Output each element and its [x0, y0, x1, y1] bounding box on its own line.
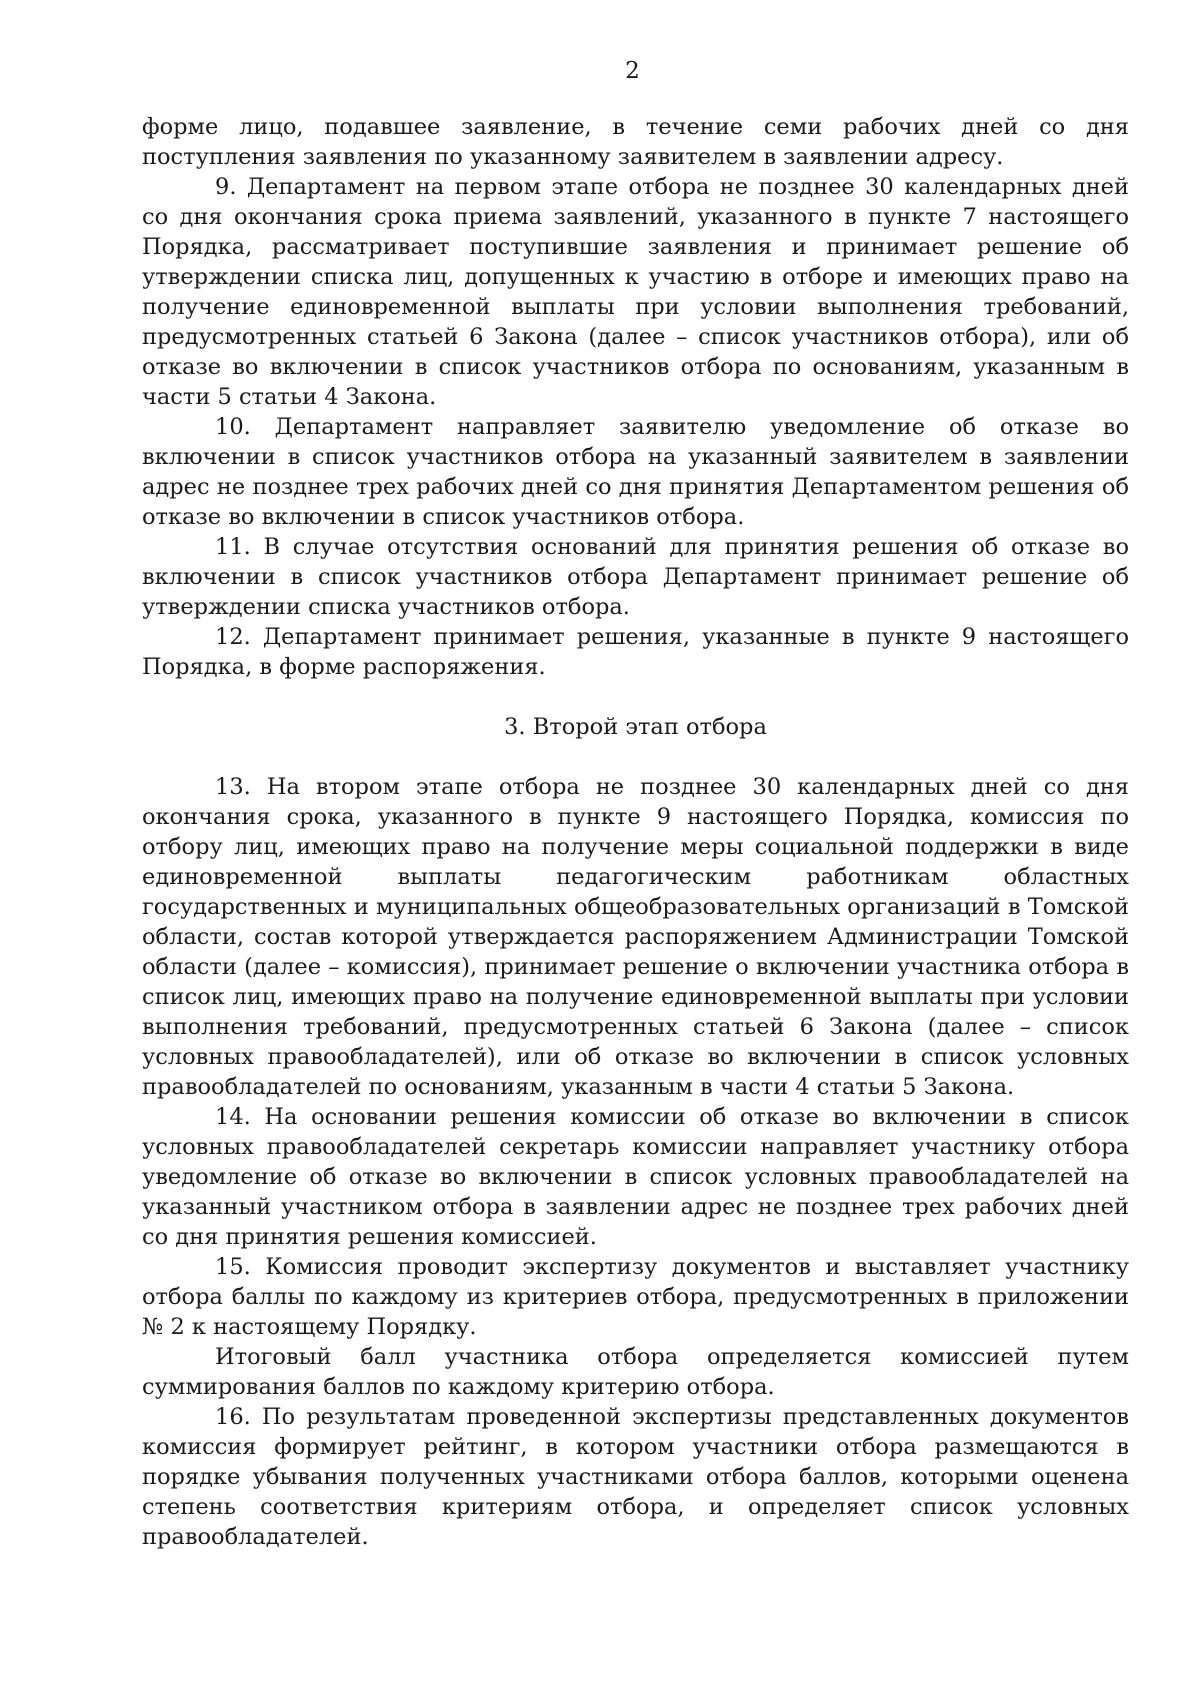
- paragraph-9: 9. Департамент на первом этапе отбора не позднее 30 календарных дней со дня окончания срока приема заявлений, указанного в пункте 7 настоящего Порядка, рассматривает поступившие заявления и принимает решение об утверждении списка лиц, допущенных к участию в отборе и имеющих право на получение единовременной выплаты при условии выполнения требований, предусмотренных статьей 6 Закона (далее – список участников отбора), или об отказе во включении в список участников отбора по основаниям, указанным в части 5 статьи 4 Закона.: [142, 174, 1129, 410]
- document-body: [142, 112, 1129, 1552]
- paragraph-15: 15. Комиссия проводит экспертизу документов и выставляет участнику отбора баллы по каждому из критериев отбора, предусмотренных в приложении № 2 к настоящему Порядку.: [142, 1254, 1129, 1340]
- paragraph-12: 12. Департамент принимает решения, указанные в пункте 9 настоящего Порядка, в форме распоряжения.: [142, 624, 1129, 680]
- paragraph-14: 14. На основании решения комиссии об отказе во включении в список условных правообладателей секретарь комиссии направляет участнику отбора уведомление об отказе во включении в список условных правообладателей на указанный участником отбора в заявлении адрес не позднее трех рабочих дней со дня принятия решения комиссией.: [142, 1104, 1129, 1250]
- paragraph-15-total-score: Итоговый балл участника отбора определяется комиссией путем суммирования баллов по каждому критерию отбора.: [142, 1344, 1129, 1400]
- paragraph-13: 13. На втором этапе отбора не позднее 30 календарных дней со дня окончания срока, указанного в пункте 9 настоящего Порядка, комиссия по отбору лиц, имеющих право на получение меры социальной поддержки в виде единовременной выплаты педагогическим работникам областных государственных и муниципальных общеобразовательных организаций в Томской области, состав которой утверждается распоряжением Администрации Томской области (далее – комиссия), принимает решение о включении участника отбора в список лиц, имеющих право на получение единовременной выплаты при условии выполнения требований, предусмотренных статьей 6 Закона (далее – список условных правообладателей), или об отказе во включении в список условных правообладателей по основаниям, указанным в части 4 статьи 5 Закона.: [142, 774, 1129, 1100]
- paragraph-continuation: форме лицо, подавшее заявление, в течение семи рабочих дней со дня поступления заявления по указанному заявителем в заявлении адресу.: [142, 114, 1129, 170]
- paragraph-16: 16. По результатам проведенной экспертизы представленных документов комиссия формирует рейтинг, в котором участники отбора размещаются в порядке убывания полученных участниками отбора баллов, которыми оценена степень соответствия критериям отбора, и определяет список условных правообладателей.: [142, 1404, 1129, 1550]
- paragraph-10: 10. Департамент направляет заявителю уведомление об отказе во включении в список участников отбора на указанный заявителем в заявлении адрес не позднее трех рабочих дней со дня принятия Департаментом решения об отказе во включении в список участников отбора.: [142, 414, 1129, 530]
- page-number: 2: [625, 58, 640, 84]
- section-heading: 3. Второй этап отбора: [504, 714, 767, 740]
- paragraph-11: 11. В случае отсутствия оснований для принятия решения об отказе во включении в список участников отбора Департамент принимает решение об утверждении списка участников отбора.: [142, 534, 1129, 620]
